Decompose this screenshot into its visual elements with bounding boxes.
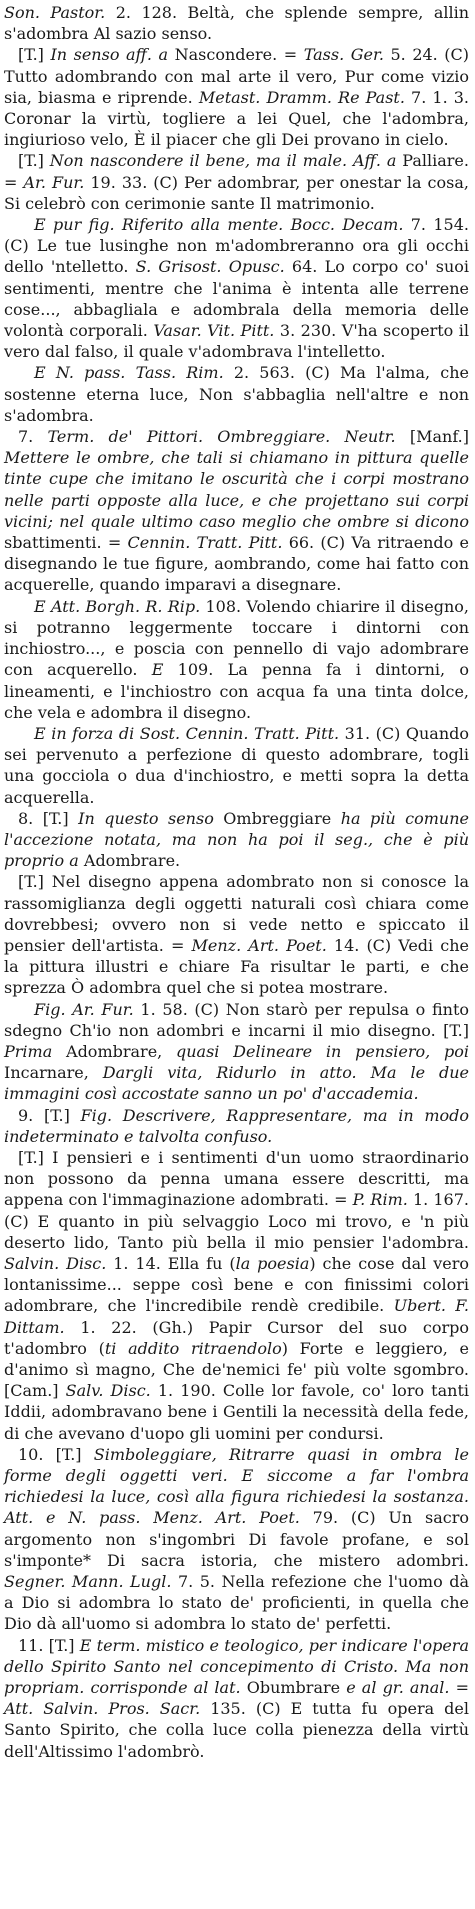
- italic-text: Salv. Disc.: [65, 1381, 151, 1401]
- italic-text: Salvin. Disc.: [4, 1253, 107, 1273]
- entry-paragraph: [4, 1147, 469, 1444]
- italic-text: Metast. Dramm. Re Past.: [198, 87, 405, 107]
- text: 19. 33. (C) Per adombrar, per onestar la cosa, Si celebrò con cerimonie sante Il matrimonio.: [4, 172, 469, 213]
- italic-text: E in forza di Sost. Cennin. Tratt. Pitt.: [34, 723, 340, 743]
- text: ) Forte e leggiero, e d'animo sì magno, Che de'nemici fe' più volte sgombro. [Cam.]: [4, 1338, 470, 1401]
- italic-text: S. Grisost. Opusc.: [135, 257, 285, 277]
- text: Palliare.: [396, 151, 469, 171]
- text: 1. 58. (C) Non starò per repulsa o finto sdegno Ch'io non adombri e incarni il mio disegno. [T.]: [4, 999, 469, 1040]
- entry-paragraph: [4, 999, 469, 1105]
- text: 109. La penna fa i dintorni, o lineamenti, e l'inchiostro con acqua fa una tinta dolce, che vela e adombra il disegno.: [4, 660, 470, 722]
- text: 64. Lo corpo co' suoi sentimenti, mentre che l'anima è intenta alle terrene cose..., abbagliala e adombrala della memoria delle volontà corporali.: [4, 257, 469, 341]
- text: 1. 190. Colle lor favole, co' loro tanti Iddii, adombravano bene i Gentili la necessità della fede, di che avevano d'uopo gli uomini per condursi.: [4, 1381, 470, 1443]
- italic-text: Mettere le ombre, che tali si chiamano in pittura quelle tinte cupe che imitano le oscurità che i corpi mostrano nelle parti opposte alla luce, e che projettano sui corpi vicini; nel quale ultimo caso meglio che ombre si dicono: [4, 448, 469, 531]
- entry-paragraph: [4, 1635, 469, 1762]
- italic-text: Simboleggiare, Ritrarre quasi in ombra le forme degli oggetti veri. E siccome a far l'ombra richiedesi la luce, così alla figura richiedesi la sostanza. Att. e N. pass. Menz. Art. Poet.: [4, 1444, 470, 1528]
- entry-paragraph: [4, 214, 469, 362]
- text: 2. 128. Beltà, che splende sempre, allin s'adombra Al sazio senso.: [4, 3, 470, 44]
- entry-paragraph: [4, 596, 469, 723]
- italic-text: In senso aff. a: [50, 45, 169, 65]
- italic-text: E Att. Borgh. R. Rip.: [34, 596, 201, 616]
- text: [T.]: [18, 45, 51, 65]
- italic-text: = Tass. Ger.: [283, 45, 384, 65]
- entry-paragraph: [4, 44, 469, 150]
- text: 1. 14. Ella fu (: [106, 1253, 236, 1273]
- italic-text: Fig. Descrivere, Rappresentare, ma in modo indeterminato e talvolta confuso.: [4, 1105, 470, 1146]
- text: 108. Volendo chiarire il disegno, si potranno leggermente toccare i dintorni con inchiostro..., e poscia con pennello di vajo adombrare con acquerello.: [4, 596, 469, 680]
- text: 10. [T.]: [18, 1444, 94, 1464]
- text: 7. 154. (C) Le tue lusinghe non m'adombreranno ora gli occhi dello 'ntelletto.: [4, 215, 469, 277]
- text: 7.: [18, 427, 48, 447]
- italic-text: Son. Pastor.: [4, 3, 106, 22]
- italic-text: = P. Rim.: [334, 1190, 408, 1210]
- italic-text: Ubert. F. Dittam.: [4, 1296, 469, 1337]
- text: 2. 563. (C) Ma l'alma, che sostenne eterna luce, Non s'abbaglia nell'altre e non s'adombra.: [4, 363, 469, 425]
- text: Incarnare,: [4, 1063, 103, 1083]
- italic-text: Fig. Ar. Fur.: [34, 999, 134, 1019]
- text: 31. (C) Quando sei pervenuto a perfezione di questo adombrare, togli una gocciola o dua d'inchiostro, e metti sopra la detta acquerella.: [4, 723, 470, 807]
- text: 7. 1. 3. Coronar la virtù, togliere a lei Quel, che l'adombra, ingiurioso velo, È il piacer che gli Dei provano in cielo.: [4, 87, 470, 150]
- italic-text: E N. pass. Tass. Rim.: [34, 363, 224, 383]
- entry-paragraph: [4, 362, 469, 426]
- text: [Manf.]: [395, 427, 469, 447]
- italic-text: = Menz. Art. Poet.: [171, 935, 327, 955]
- entry-paragraph: [4, 808, 469, 872]
- text: [T.]: [18, 151, 50, 171]
- text: 11. [T.]: [18, 1635, 80, 1655]
- text: 1. 167. (C) E quanto in più selvaggio Loco mi trovo, e 'n più deserto lido, Tanto più bella il mio pensier l'adombra.: [4, 1190, 469, 1252]
- italic-text: E: [151, 660, 164, 680]
- italic-text: E pur fig. Riferito alla mente. Bocc. Decam.: [34, 215, 404, 235]
- text: Ombreggiare: [213, 808, 341, 828]
- text: 135. (C) E tutta fu opera del Santo Spirito, che colla luce colla pienezza della virtù dell'Altissimo l'adombrò.: [4, 1699, 469, 1761]
- italic-text: = Ar. Fur.: [4, 172, 85, 192]
- entry-paragraph: [4, 150, 469, 214]
- text: Adombrare.: [78, 851, 181, 871]
- text: Adombrare,: [52, 1041, 176, 1061]
- italic-text: Prima: [4, 1041, 53, 1061]
- italic-text: Non nascondere il bene, ma il male. Aff. a: [49, 151, 397, 171]
- italic-text: Term. de' Pittori. Ombreggiare. Neutr.: [47, 427, 396, 447]
- italic-text: E term. mistico e teologico, per indicare l'opera dello Spirito Santo nel concepimento di Cristo. Ma non propriam. corrisponde al lat.: [4, 1635, 469, 1698]
- text: sbattimenti.: [4, 533, 108, 553]
- italic-text: Dargli vita, Ridurlo in atto. Ma le due immagini così accostate sanno un po' d'accademia.: [4, 1063, 470, 1104]
- text: 7. 5. Nella refezione che l'uomo dà a Dio si adombra lo stato de' proficienti, in quella che Dio dà all'uomo si adombra lo stato de' perfetti.: [4, 1572, 469, 1634]
- entry-paragraph: [4, 871, 469, 998]
- italic-text: = Cennin. Tratt. Pitt.: [107, 533, 283, 553]
- italic-text: ti addito ritraendolo: [104, 1338, 282, 1358]
- text: ) che cose dal vero lontanissime... seppe così bene e con finissimi colori adombrare, che l'incredibile rendè credibile.: [4, 1253, 470, 1316]
- italic-text: Vasar. Vit. Pitt.: [153, 321, 275, 341]
- text: 5. 24. (C) Tutto adombrando con mal arte il vero, Pur come vizio sia, biasma e riprende.: [4, 45, 470, 107]
- italic-text: In questo senso: [78, 808, 214, 828]
- entry-paragraph: [4, 1444, 469, 1635]
- entry-paragraph: [4, 723, 469, 808]
- text: 79. (C) Un sacro argomento non s'ingombri Di favole profane, e sol s'imponte* Di sacra istoria, che mistero adombri.: [4, 1508, 469, 1570]
- text: 9. [T.]: [18, 1105, 81, 1125]
- italic-text: e al gr. anal. = Att. Salvin. Pros. Sacr.: [4, 1678, 469, 1719]
- entry-paragraph: [4, 1105, 469, 1147]
- italic-text: Segner. Mann. Lugl.: [4, 1572, 172, 1592]
- italic-text: la poesia: [235, 1253, 310, 1273]
- text: [T.] I pensieri e i sentimenti d'un uomo straordinario non possono da penna umana essere descritti, ma appena con l'immaginazione adombrati.: [4, 1147, 469, 1210]
- italic-text: ha più comune l'accezione notata, ma non ha poi il seg., che è più proprio a: [4, 808, 470, 871]
- text: Nascondere.: [168, 45, 284, 65]
- text: 14. (C) Vedi che la pittura illustri e chiare Fa risultar le parti, e che sprezza Ò adombra quel che si potea mostrare.: [4, 935, 469, 998]
- text: 66. (C) Va ritraendo e disegnando le tue figure, aombrando, come hai fatto con acquerelle, quando imparavi a disegnare.: [4, 533, 469, 595]
- text: 3. 230. V'ha scoperto il vero dal falso, il quale v'adombrava l'intelletto.: [4, 321, 469, 362]
- text: 1. 22. (Gh.) Papir Cursor del suo corpo t'adombro (: [4, 1317, 469, 1358]
- italic-text: quasi Delineare in pensiero, poi: [176, 1041, 469, 1061]
- entry-paragraph: [4, 426, 469, 596]
- text: Obumbrare: [240, 1678, 347, 1698]
- entry-paragraph: [4, 2, 469, 44]
- text: [T.] Nel disegno appena adombrato non si conosce la rassomiglianza degli oggetti naturali così chiara come dovrebbesi; ovvero non si vede netto e spiccato il pensier dell'artista.: [4, 872, 469, 955]
- text: 8. [T.]: [18, 808, 79, 828]
